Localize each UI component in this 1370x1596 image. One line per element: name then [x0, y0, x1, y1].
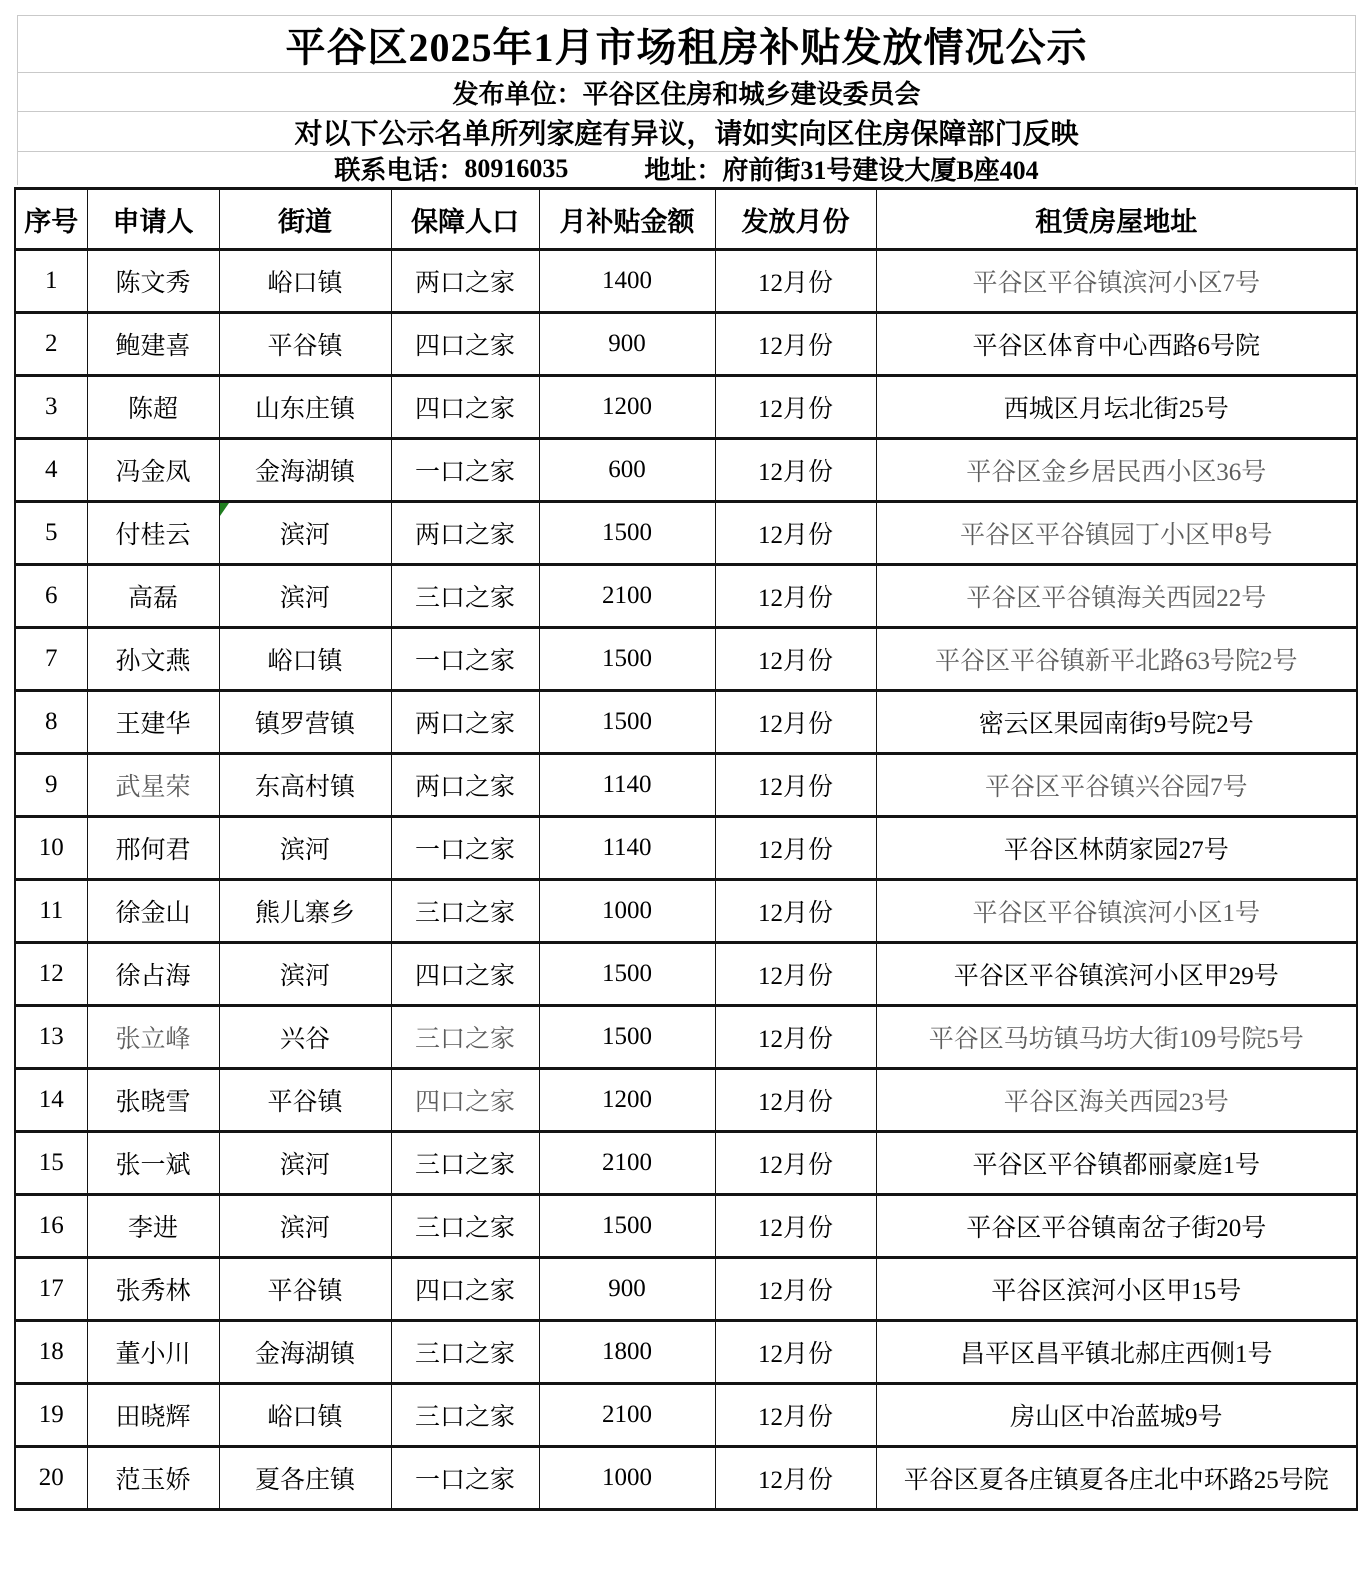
cell-household: 四口之家: [391, 1069, 539, 1132]
cell-amount: 2100: [539, 1384, 715, 1447]
cell-street: 峪口镇: [219, 1384, 391, 1447]
cell-address: 房山区中冶蓝城9号: [876, 1384, 1357, 1447]
col-header-household: 保障人口: [391, 189, 539, 250]
cell-applicant: 冯金凤: [87, 439, 219, 502]
contact-phone-label: 联系电话：: [334, 156, 465, 185]
cell-amount: 1140: [539, 817, 715, 880]
cell-applicant: 陈超: [87, 376, 219, 439]
cell-street: 兴谷: [219, 1006, 391, 1069]
cell-household: 两口之家: [391, 502, 539, 565]
table-row: [15, 628, 1357, 691]
cell-amount: 1500: [539, 1195, 715, 1258]
cell-street: 平谷镇: [219, 1069, 391, 1132]
table-row: [15, 880, 1357, 943]
cell-index: 7: [15, 628, 87, 691]
contact-line: [18, 152, 1355, 185]
cell-index: 11: [15, 880, 87, 943]
cell-month: 12月份: [715, 1321, 876, 1384]
cell-address: 平谷区林荫家园27号: [876, 817, 1357, 880]
cell-street: 平谷镇: [219, 1258, 391, 1321]
notice-header: [17, 15, 1356, 185]
cell-applicant: 张一斌: [87, 1132, 219, 1195]
cell-street: 滨河: [219, 817, 391, 880]
cell-street: 镇罗营镇: [219, 691, 391, 754]
cell-household: 三口之家: [391, 880, 539, 943]
cell-applicant: 孙文燕: [87, 628, 219, 691]
cell-month: 12月份: [715, 376, 876, 439]
cell-month: 12月份: [715, 817, 876, 880]
cell-index: 1: [15, 250, 87, 313]
cell-applicant: 张立峰: [87, 1006, 219, 1069]
cell-applicant: 徐金山: [87, 880, 219, 943]
cell-error-flag-icon: [220, 503, 229, 516]
cell-month: 12月份: [715, 880, 876, 943]
cell-month: 12月份: [715, 313, 876, 376]
cell-address: 昌平区昌平镇北郝庄西侧1号: [876, 1321, 1357, 1384]
cell-address: 平谷区平谷镇滨河小区1号: [876, 880, 1357, 943]
cell-amount: 600: [539, 439, 715, 502]
table-row: [15, 1384, 1357, 1447]
cell-month: 12月份: [715, 1195, 876, 1258]
cell-address: 平谷区马坊镇马坊大街109号院5号: [876, 1006, 1357, 1069]
cell-amount: 1400: [539, 250, 715, 313]
cell-household: 三口之家: [391, 1321, 539, 1384]
table-row: [15, 691, 1357, 754]
col-header-applicant: 申请人: [87, 189, 219, 250]
cell-household: 四口之家: [391, 943, 539, 1006]
cell-index: 14: [15, 1069, 87, 1132]
cell-street: 金海湖镇: [219, 439, 391, 502]
cell-household: 一口之家: [391, 628, 539, 691]
cell-month: 12月份: [715, 1132, 876, 1195]
cell-street: 滨河: [219, 1132, 391, 1195]
cell-month: 12月份: [715, 1069, 876, 1132]
cell-index: 16: [15, 1195, 87, 1258]
cell-street: 峪口镇: [219, 250, 391, 313]
cell-amount: 1500: [539, 691, 715, 754]
cell-index: 13: [15, 1006, 87, 1069]
table-body: [15, 250, 1357, 1510]
subsidy-table: [14, 187, 1358, 1511]
cell-address: 平谷区平谷镇新平北路63号院2号: [876, 628, 1357, 691]
table-row: [15, 313, 1357, 376]
cell-household: 两口之家: [391, 754, 539, 817]
table-row: [15, 502, 1357, 565]
cell-address: 密云区果园南街9号院2号: [876, 691, 1357, 754]
cell-month: 12月份: [715, 1006, 876, 1069]
cell-street: 山东庄镇: [219, 376, 391, 439]
cell-household: 一口之家: [391, 817, 539, 880]
cell-address: 平谷区平谷镇南岔子街20号: [876, 1195, 1357, 1258]
table-header: [15, 189, 1357, 250]
cell-applicant: 徐占海: [87, 943, 219, 1006]
table-row: [15, 1069, 1357, 1132]
cell-applicant: 鲍建喜: [87, 313, 219, 376]
table-header-row: [15, 189, 1357, 250]
cell-month: 12月份: [715, 754, 876, 817]
cell-month: 12月份: [715, 943, 876, 1006]
col-header-street: 街道: [219, 189, 391, 250]
contact-phone-number: 80916035: [464, 153, 569, 183]
cell-index: 6: [15, 565, 87, 628]
cell-applicant: 高磊: [87, 565, 219, 628]
contact-address-label: 地址：: [644, 156, 723, 185]
col-header-payment-month: 发放月份: [715, 189, 876, 250]
contact-address-value: 府前街31号建设大厦B座404: [722, 156, 1039, 185]
cell-amount: 2100: [539, 565, 715, 628]
cell-applicant: 陈文秀: [87, 250, 219, 313]
cell-address: 平谷区金乡居民西小区36号: [876, 439, 1357, 502]
cell-amount: 1500: [539, 1006, 715, 1069]
cell-applicant: 董小川: [87, 1321, 219, 1384]
cell-address: 平谷区体育中心西路6号院: [876, 313, 1357, 376]
page-title: 平谷区2025年1月市场租房补贴发放情况公示: [18, 16, 1355, 73]
table-row: [15, 1321, 1357, 1384]
table-row: [15, 754, 1357, 817]
cell-address: 平谷区平谷镇都丽豪庭1号: [876, 1132, 1357, 1195]
cell-household: 三口之家: [391, 1195, 539, 1258]
cell-household: 三口之家: [391, 1384, 539, 1447]
cell-household: 三口之家: [391, 1006, 539, 1069]
table-row: [15, 1258, 1357, 1321]
cell-street: 夏各庄镇: [219, 1447, 391, 1510]
cell-month: 12月份: [715, 1384, 876, 1447]
cell-applicant: 张秀林: [87, 1258, 219, 1321]
cell-street: 金海湖镇: [219, 1321, 391, 1384]
cell-amount: 1500: [539, 502, 715, 565]
table-row: [15, 1447, 1357, 1510]
cell-amount: 1000: [539, 880, 715, 943]
cell-index: 10: [15, 817, 87, 880]
table-row: [15, 565, 1357, 628]
cell-index: 19: [15, 1384, 87, 1447]
cell-index: 4: [15, 439, 87, 502]
cell-month: 12月份: [715, 565, 876, 628]
cell-amount: 2100: [539, 1132, 715, 1195]
objection-notice-line: 对以下公示名单所列家庭有异议，请如实向区住房保障部门反映: [18, 112, 1355, 152]
cell-amount: 1140: [539, 754, 715, 817]
cell-applicant: 李进: [87, 1195, 219, 1258]
cell-index: 15: [15, 1132, 87, 1195]
cell-month: 12月份: [715, 628, 876, 691]
cell-address: 平谷区平谷镇滨河小区7号: [876, 250, 1357, 313]
cell-applicant: 范玉娇: [87, 1447, 219, 1510]
cell-index: 12: [15, 943, 87, 1006]
cell-amount: 1500: [539, 628, 715, 691]
cell-applicant: 付桂云: [87, 502, 219, 565]
cell-address: 平谷区平谷镇海关西园22号: [876, 565, 1357, 628]
cell-amount: 1500: [539, 943, 715, 1006]
cell-month: 12月份: [715, 250, 876, 313]
table-row: [15, 376, 1357, 439]
cell-household: 一口之家: [391, 439, 539, 502]
cell-household: 两口之家: [391, 250, 539, 313]
cell-amount: 1000: [539, 1447, 715, 1510]
table-row: [15, 1195, 1357, 1258]
cell-street: 滨河: [219, 943, 391, 1006]
cell-index: 8: [15, 691, 87, 754]
cell-applicant: 田晓辉: [87, 1384, 219, 1447]
cell-month: 12月份: [715, 1258, 876, 1321]
cell-index: 17: [15, 1258, 87, 1321]
col-header-rental-address: 租赁房屋地址: [876, 189, 1357, 250]
publisher-line: 发布单位：平谷区住房和城乡建设委员会: [18, 73, 1355, 112]
cell-index: 5: [15, 502, 87, 565]
cell-household: 一口之家: [391, 1447, 539, 1510]
cell-address: 平谷区海关西园23号: [876, 1069, 1357, 1132]
cell-household: 四口之家: [391, 313, 539, 376]
cell-address: 平谷区平谷镇兴谷园7号: [876, 754, 1357, 817]
cell-street: 东高村镇: [219, 754, 391, 817]
cell-address: 平谷区平谷镇滨河小区甲29号: [876, 943, 1357, 1006]
cell-month: 12月份: [715, 691, 876, 754]
table-row: [15, 943, 1357, 1006]
cell-index: 18: [15, 1321, 87, 1384]
cell-applicant: 王建华: [87, 691, 219, 754]
table-row: [15, 817, 1357, 880]
cell-index: 9: [15, 754, 87, 817]
cell-address: 西城区月坛北街25号: [876, 376, 1357, 439]
cell-address: 平谷区夏各庄镇夏各庄北中环路25号院: [876, 1447, 1357, 1510]
col-header-index: 序号: [15, 189, 87, 250]
cell-month: 12月份: [715, 1447, 876, 1510]
cell-applicant: 张晓雪: [87, 1069, 219, 1132]
cell-index: 20: [15, 1447, 87, 1510]
cell-street: 滨河: [219, 502, 391, 565]
cell-household: 四口之家: [391, 1258, 539, 1321]
cell-household: 两口之家: [391, 691, 539, 754]
cell-street: 熊儿寨乡: [219, 880, 391, 943]
cell-address: 平谷区平谷镇园丁小区甲8号: [876, 502, 1357, 565]
cell-amount: 1200: [539, 1069, 715, 1132]
cell-amount: 1800: [539, 1321, 715, 1384]
table-row: [15, 439, 1357, 502]
table-row: [15, 250, 1357, 313]
cell-street: 滨河: [219, 565, 391, 628]
cell-street: 峪口镇: [219, 628, 391, 691]
cell-index: 2: [15, 313, 87, 376]
table-row: [15, 1006, 1357, 1069]
cell-amount: 900: [539, 313, 715, 376]
cell-street: 平谷镇: [219, 313, 391, 376]
cell-month: 12月份: [715, 502, 876, 565]
cell-index: 3: [15, 376, 87, 439]
cell-street: 滨河: [219, 1195, 391, 1258]
table-row: [15, 1132, 1357, 1195]
cell-amount: 900: [539, 1258, 715, 1321]
cell-month: 12月份: [715, 439, 876, 502]
cell-household: 三口之家: [391, 1132, 539, 1195]
cell-applicant: 武星荣: [87, 754, 219, 817]
cell-household: 三口之家: [391, 565, 539, 628]
cell-applicant: 邢何君: [87, 817, 219, 880]
cell-amount: 1200: [539, 376, 715, 439]
cell-household: 四口之家: [391, 376, 539, 439]
cell-address: 平谷区滨河小区甲15号: [876, 1258, 1357, 1321]
col-header-monthly-amount: 月补贴金额: [539, 189, 715, 250]
